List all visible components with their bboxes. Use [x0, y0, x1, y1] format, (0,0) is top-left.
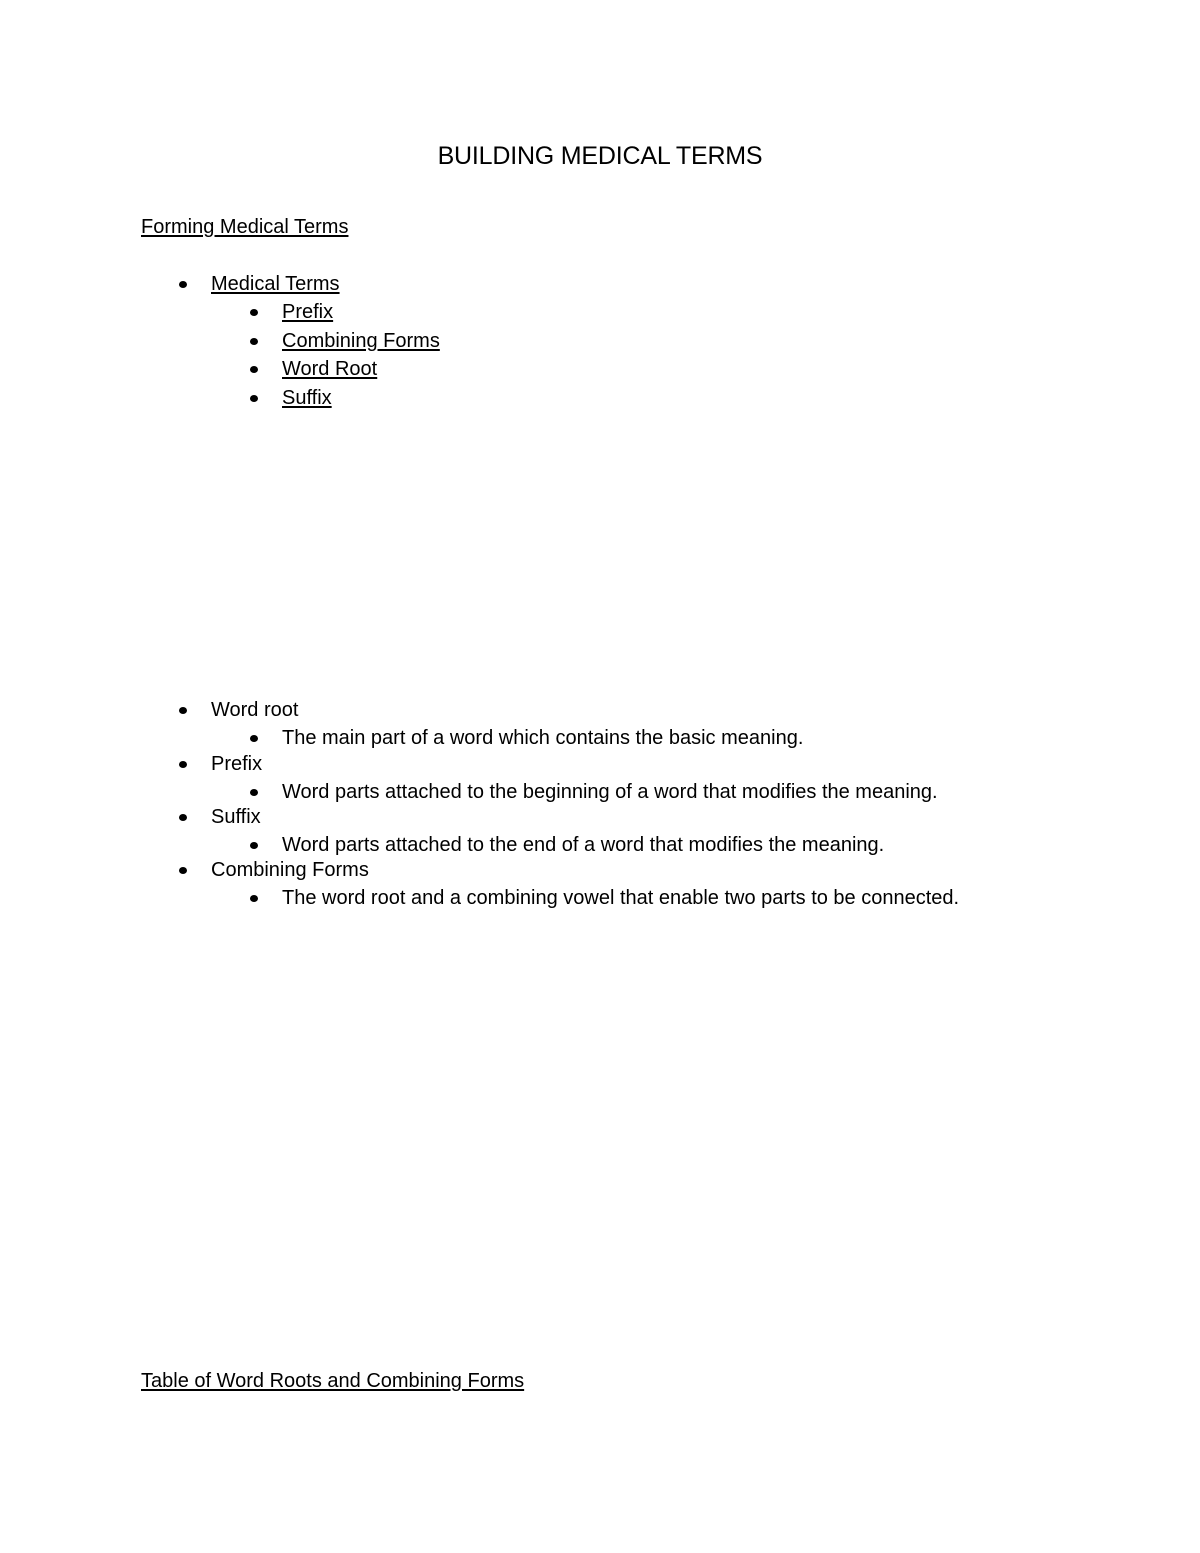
term-item: [211, 698, 298, 722]
term-label: Combining Forms: [211, 859, 369, 881]
document-title: BUILDING MEDICAL TERMS: [437, 142, 763, 170]
bullet-icon: [250, 895, 258, 902]
list-item-label: Medical Terms: [211, 273, 340, 295]
list-item-label: Combining Forms: [282, 330, 440, 352]
definition-item: [282, 833, 884, 857]
term-label: Prefix: [211, 753, 263, 775]
term-item: [211, 858, 369, 882]
bullet-icon: [179, 814, 187, 821]
bullet-icon: [250, 735, 258, 742]
list-item-label: Prefix: [282, 301, 334, 323]
bullet-icon: [250, 789, 258, 796]
term-label: Suffix: [211, 806, 261, 828]
definition-item: [282, 780, 938, 804]
bullet-icon: [250, 309, 258, 316]
list-item-medical-terms[interactable]: [211, 272, 340, 296]
bullet-icon: [179, 761, 187, 768]
bullet-icon: [179, 867, 187, 874]
bullet-icon: [250, 395, 258, 402]
bullet-icon: [179, 281, 187, 288]
list-item-word-root[interactable]: [282, 357, 377, 381]
term-label: Word root: [211, 699, 299, 721]
definition-text: Word parts attached to the beginning of a word that modifies the meaning.: [282, 781, 938, 803]
term-item: [211, 752, 262, 776]
term-item: [211, 805, 261, 829]
list-item-label: Suffix: [282, 387, 332, 409]
list-item-prefix[interactable]: [282, 300, 333, 324]
section-heading-forming-medical-terms[interactable]: Forming Medical Terms: [141, 216, 349, 238]
list-item-suffix[interactable]: [282, 386, 332, 410]
list-item-label: Word Root: [282, 358, 378, 380]
definition-item: [282, 886, 959, 910]
section-heading-table-of-word-roots[interactable]: Table of Word Roots and Combining Forms: [141, 1370, 525, 1392]
bullet-icon: [250, 366, 258, 373]
bullet-icon: [250, 338, 258, 345]
bullet-icon: [250, 842, 258, 849]
definition-text: Word parts attached to the end of a word that modifies the meaning.: [282, 834, 885, 856]
bullet-icon: [179, 707, 187, 714]
definition-text: The main part of a word which contains the basic meaning.: [282, 727, 804, 749]
definition-item: [282, 726, 803, 750]
definition-text: The word root and a combining vowel that enable two parts to be connected.: [282, 887, 960, 909]
list-item-combining-forms[interactable]: [282, 329, 440, 353]
